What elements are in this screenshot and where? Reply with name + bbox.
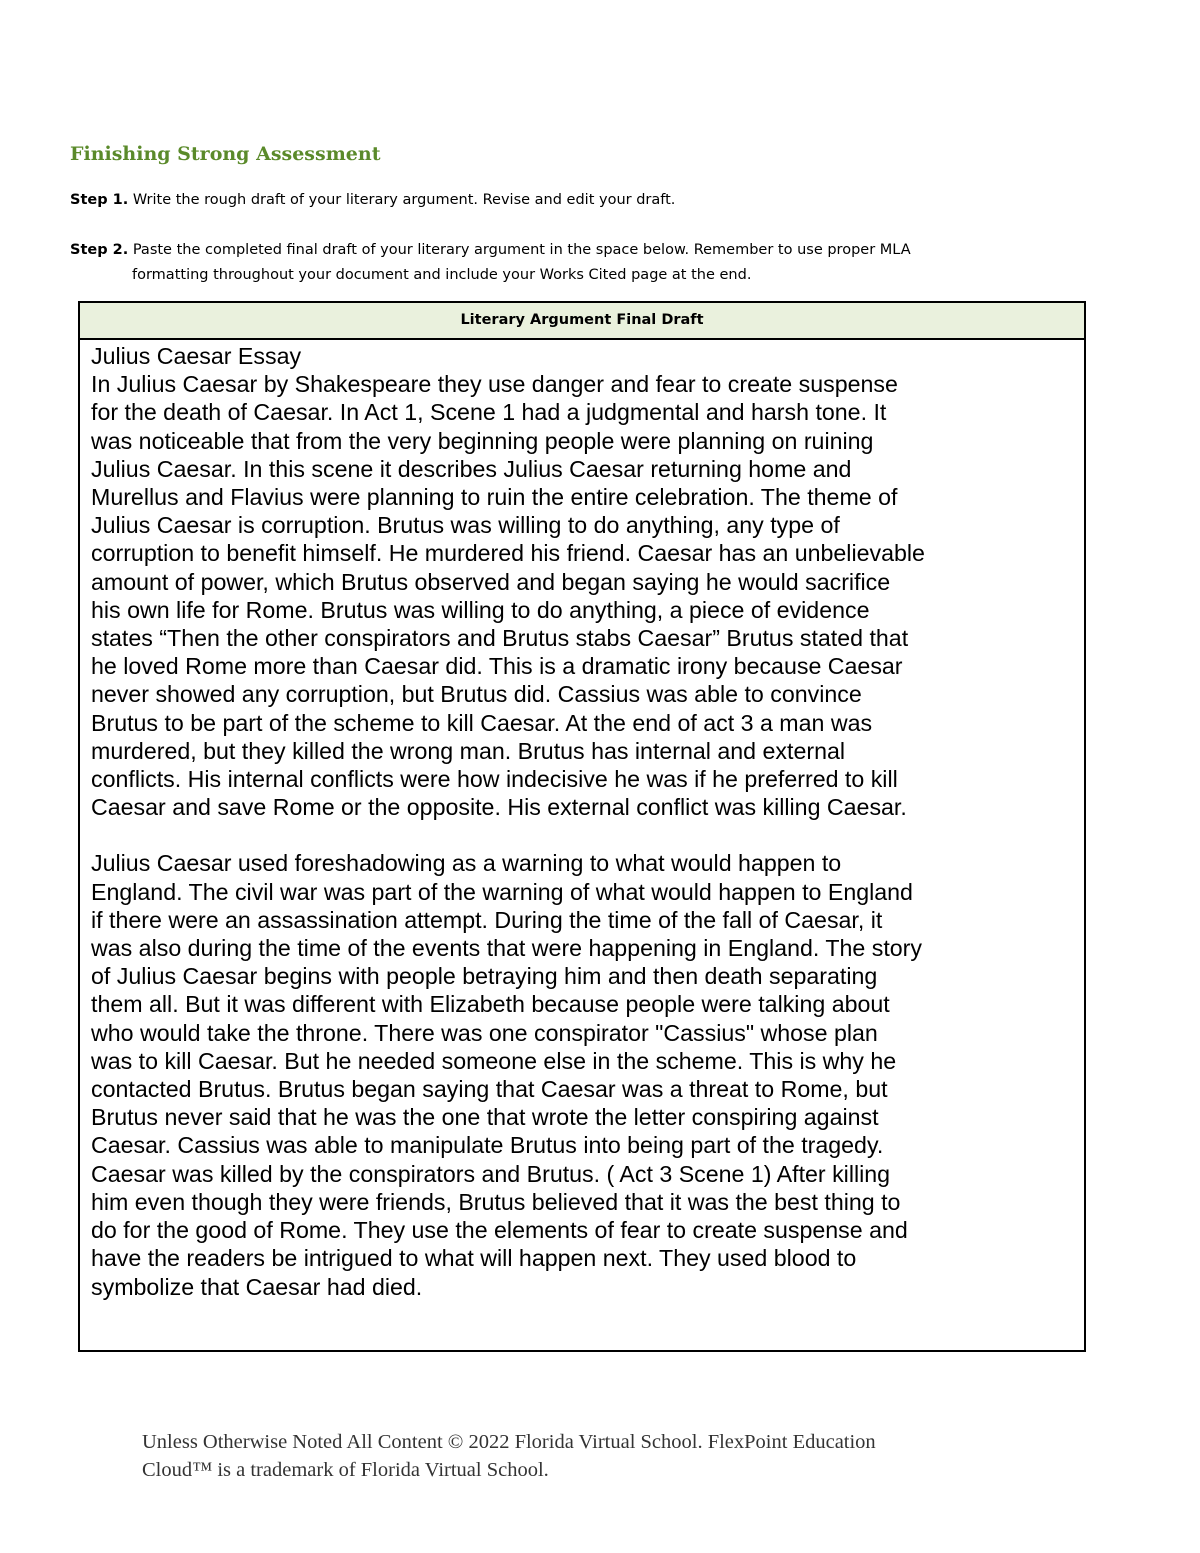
step-1-text: Write the rough draft of your literary argument. Revise and edit your draft. xyxy=(128,192,676,208)
final-draft-table xyxy=(78,301,1086,1352)
essay-title: Julius Caesar Essay xyxy=(91,343,302,369)
paragraph-spacer xyxy=(91,821,1074,849)
step-1-label: Step 1. xyxy=(70,192,129,208)
footer-line-2: Cloud™ is a trademark of Florida Virtual School. xyxy=(142,1459,549,1481)
step-1-instruction xyxy=(70,188,675,213)
step-2-instruction xyxy=(70,238,1070,288)
essay-paragraph-2: Julius Caesar used foreshadowing as a warning to what would happen to England. The civil war was part of the warning of what would happen to England if there were an assassination attempt. During the time of the fall of Caesar, it was also during the time of the events that were happening in England. The story of Julius Caesar begins with people betraying him and then death separating them all. But it was different with Elizabeth because people were talking about who would take the throne. There was one conspirator "Cassius" whose plan was to kill Caesar. But he needed someone else in the scheme. This is why he contacted Brutus. Brutus began saying that Caesar was a threat to Rome, but Brutus never said that he was the one that wrote the letter conspiring against Caesar. Cassius was able to manipulate Brutus into being part of the tragedy. Caesar was killed by the conspirators and Brutus. ( Act 3 Scene 1) After killing him even though they were friends, Brutus believed that it was the best thing to do for the good of Rome. They use the elements of fear to create suspense and have the readers be intrigued to what will happen next. They used blood to symbolize that Caesar had died. xyxy=(91,850,922,1300)
step-2-text-line2: formatting throughout your document and include your Works Cited page at the end. xyxy=(132,267,752,283)
table-header: Literary Argument Final Draft xyxy=(80,303,1084,340)
assessment-heading: Finishing Strong Assessment xyxy=(70,143,381,165)
step-2-label: Step 2. xyxy=(70,242,129,258)
essay-content-cell[interactable] xyxy=(80,340,1084,1301)
copyright-footer xyxy=(142,1428,1042,1484)
step-2-text-line1: Paste the completed final draft of your literary argument in the space below. Remember to use proper MLA xyxy=(128,242,911,258)
essay-paragraph-1: In Julius Caesar by Shakespeare they use danger and fear to create suspense for the death of Caesar. In Act 1, Scene 1 had a judgmental and harsh tone. It was noticeable that from the very beginning people were planning on ruining Julius Caesar. In this scene it describes Julius Caesar returning home and Murellus and Flavius were planning to ruin the entire celebration. The theme of Julius Caesar is corruption. Brutus was willing to do anything, any type of corruption to benefit himself. He murdered his friend. Caesar has an unbelievable amount of power, which Brutus observed and began saying he would sacrifice his own life for Rome. Brutus was willing to do anything, a piece of evidence states “Then the other conspirators and Brutus stabs Caesar” Brutus stated that he loved Rome more than Caesar did. This is a dramatic irony because Caesar never showed any corruption, but Brutus did. Cassius was able to convince Brutus to be part of the scheme to kill Caesar. At the end of act 3 a man was murdered, but they killed the wrong man. Brutus has internal and external conflicts. His internal conflicts were how indecisive he was if he preferred to kill Caesar and save Rome or the opposite. His external conflict was killing Caesar. xyxy=(91,371,925,821)
footer-line-1: Unless Otherwise Noted All Content © 2022 Florida Virtual School. FlexPoint Education xyxy=(142,1431,876,1453)
